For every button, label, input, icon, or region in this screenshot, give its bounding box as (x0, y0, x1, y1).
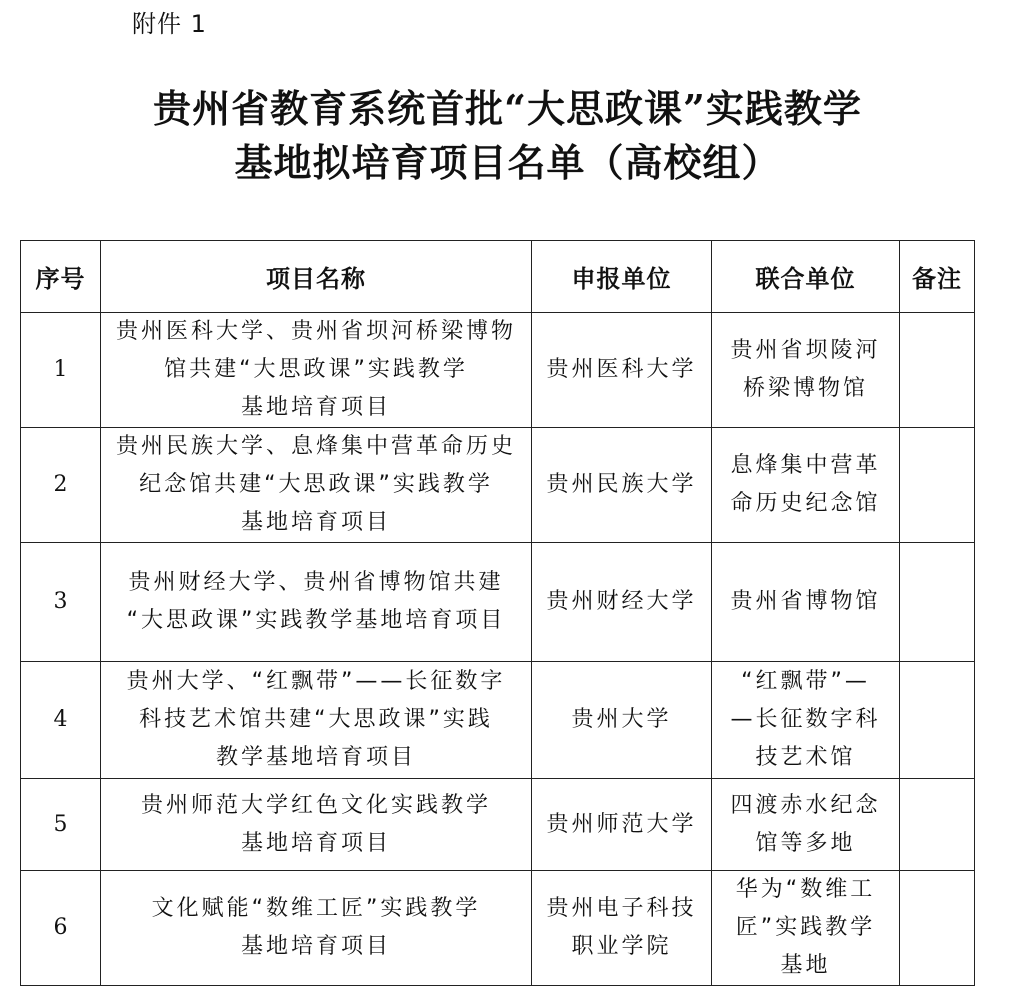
header-partner-unit: 联合单位 (712, 241, 900, 313)
table-header-row (21, 241, 975, 313)
row-note (900, 779, 975, 871)
table-row (21, 871, 975, 986)
row-project-name: 贵州财经大学、贵州省博物馆共建 “大思政课”实践教学基地培育项目 (101, 543, 532, 662)
row-applicant-unit: 贵州财经大学 (532, 543, 712, 662)
row-note (900, 662, 975, 779)
row-partner-unit: 贵州省博物馆 (712, 543, 900, 662)
row-project-name: 贵州医科大学、贵州省坝河桥梁博物 馆共建“大思政课”实践教学 基地培育项目 (101, 313, 532, 428)
header-project-name: 项目名称 (101, 241, 532, 313)
table-row (21, 428, 975, 543)
row-project-name: 贵州民族大学、息烽集中营革命历史 纪念馆共建“大思政课”实践教学 基地培育项目 (101, 428, 532, 543)
project-list-table (20, 240, 975, 986)
row-note (900, 428, 975, 543)
row-applicant-unit: 贵州民族大学 (532, 428, 712, 543)
table-row (21, 543, 975, 662)
row-partner-unit: 息烽集中营革 命历史纪念馆 (712, 428, 900, 543)
row-applicant-unit: 贵州电子科技 职业学院 (532, 871, 712, 986)
row-partner-unit: 贵州省坝陵河 桥梁博物馆 (712, 313, 900, 428)
attachment-label: 附件 1 (132, 10, 207, 38)
row-partner-unit: 华为“数维工 匠”实践教学 基地 (712, 871, 900, 986)
header-seq: 序号 (21, 241, 101, 313)
row-seq: 2 (21, 428, 101, 543)
title-line-1: 贵州省教育系统首批“大思政课”实践教学 (153, 86, 862, 131)
row-partner-unit: “红飘带”— —长征数字科 技艺术馆 (712, 662, 900, 779)
row-partner-unit: 四渡赤水纪念 馆等多地 (712, 779, 900, 871)
table-row (21, 313, 975, 428)
header-note: 备注 (900, 241, 975, 313)
row-project-name: 贵州师范大学红色文化实践教学 基地培育项目 (101, 779, 532, 871)
table-row (21, 662, 975, 779)
title-line-2: 基地拟培育项目名单（高校组） (234, 140, 781, 185)
row-applicant-unit: 贵州大学 (532, 662, 712, 779)
row-applicant-unit: 贵州师范大学 (532, 779, 712, 871)
row-seq: 4 (21, 662, 101, 779)
row-note (900, 313, 975, 428)
row-note (900, 871, 975, 986)
row-note (900, 543, 975, 662)
row-applicant-unit: 贵州医科大学 (532, 313, 712, 428)
row-seq: 6 (21, 871, 101, 986)
row-project-name: 文化赋能“数维工匠”实践教学 基地培育项目 (101, 871, 532, 986)
row-seq: 3 (21, 543, 101, 662)
table-row (21, 779, 975, 871)
row-seq: 1 (21, 313, 101, 428)
document-title (0, 82, 1015, 190)
row-project-name: 贵州大学、“红飘带”——长征数字 科技艺术馆共建“大思政课”实践 教学基地培育项目 (101, 662, 532, 779)
row-seq: 5 (21, 779, 101, 871)
header-applicant-unit: 申报单位 (532, 241, 712, 313)
